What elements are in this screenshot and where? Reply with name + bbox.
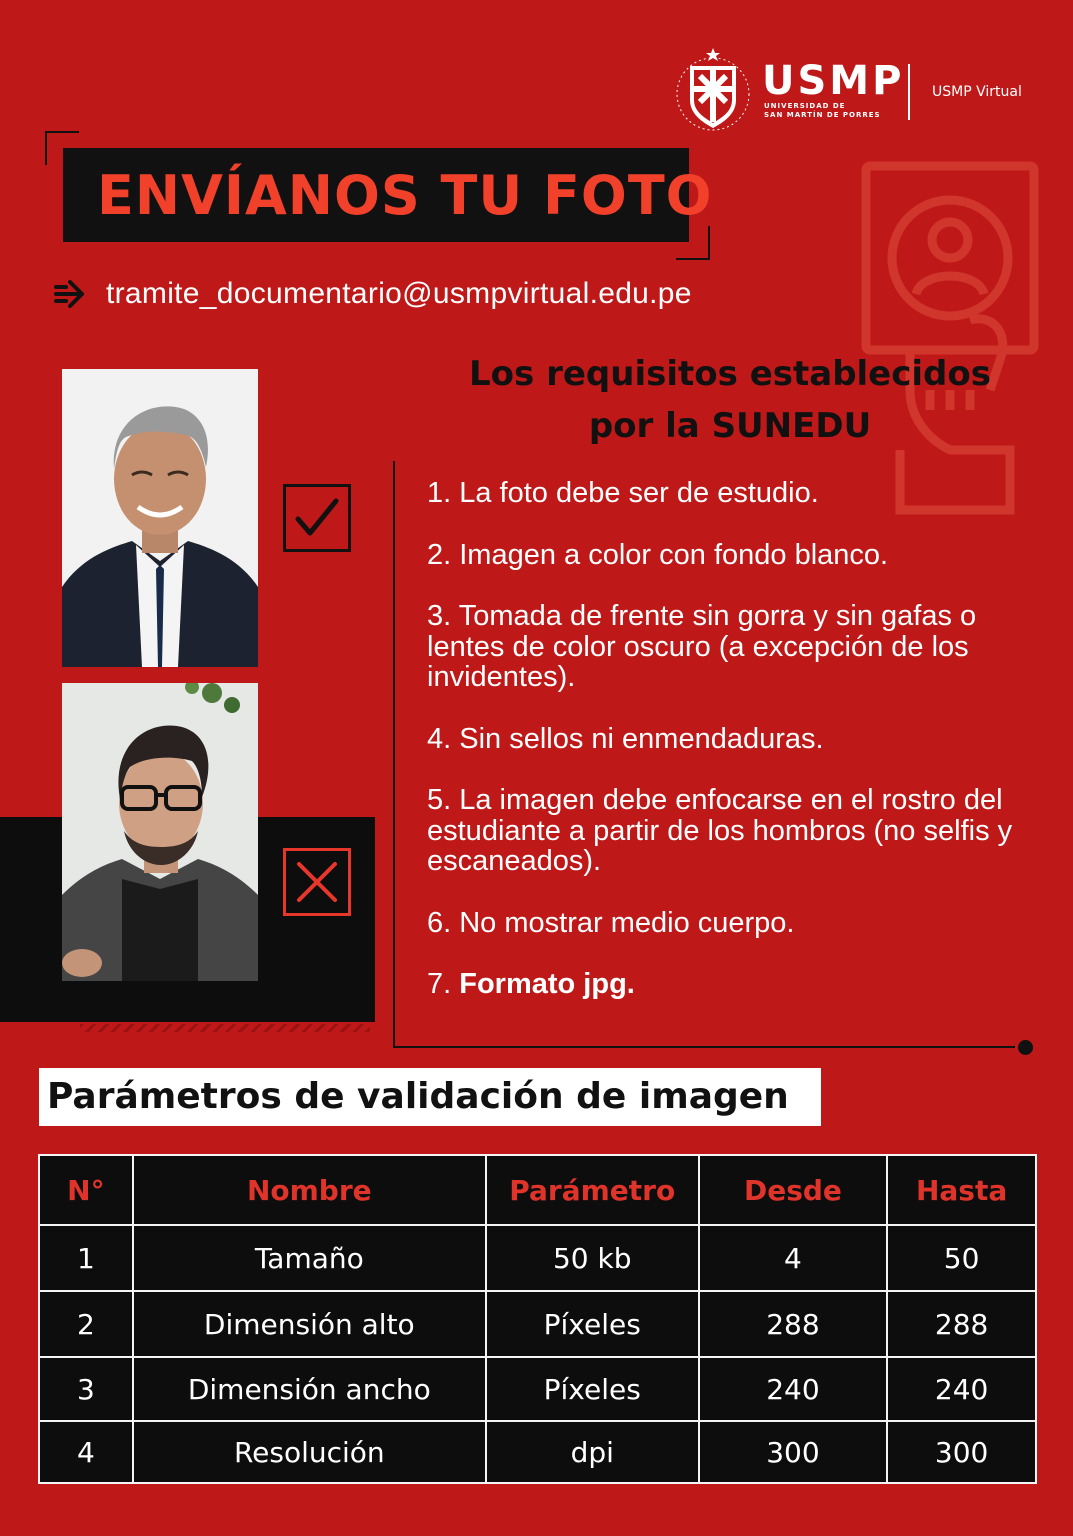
correct-photo-illustration [62, 369, 258, 667]
x-mark-icon [286, 851, 348, 913]
table-cell: Píxeles [486, 1357, 699, 1421]
logo-subtitle-line2: SAN MARTÍN DE PORRES [764, 111, 881, 119]
table-cell: Dimensión alto [133, 1291, 486, 1357]
table-cell: 50 kb [486, 1225, 699, 1291]
correct-photo-example [62, 369, 258, 667]
table-cell: 240 [699, 1357, 888, 1421]
title-box [63, 148, 713, 242]
incorrect-photo-example [62, 683, 258, 981]
table-cell: Dimensión ancho [133, 1357, 486, 1421]
header-cell: Nombre [133, 1155, 486, 1225]
table-cell: 1 [39, 1225, 133, 1291]
table-cell: Resolución [133, 1421, 486, 1483]
table-cell: Tamaño [133, 1225, 486, 1291]
logo-subtitle-line1: UNIVERSIDAD DE [764, 102, 846, 110]
logo-virtual-label: USMP Virtual [932, 84, 1022, 100]
table-cell: 2 [39, 1291, 133, 1357]
table-cell: Píxeles [486, 1291, 699, 1357]
header-cell: N° [39, 1155, 133, 1225]
header-cell: Desde [699, 1155, 888, 1225]
correct-check-box [283, 484, 351, 552]
requirement-item-prefix: 7. [427, 968, 460, 1000]
table-cell: 4 [699, 1225, 888, 1291]
requirement-item-format [427, 969, 1027, 1000]
logo-subtitle [764, 102, 904, 120]
table-row [39, 1225, 1036, 1291]
photo-frame-decoration-icon [860, 160, 1040, 530]
title-corner-bottom-right [676, 226, 710, 260]
header-cell: Parámetro [486, 1155, 699, 1225]
requirement-item-bold: Formato jpg. [459, 968, 635, 1000]
table-row [39, 1357, 1036, 1421]
logo-divider [908, 64, 910, 120]
list-horizontal-line [393, 1046, 1015, 1048]
usmp-logo [672, 46, 1032, 136]
table-row [39, 1291, 1036, 1357]
email-row [52, 272, 692, 316]
requirement-item: 3. Tomada de frente sin gorra y sin gafas o lentes de color oscuro (a excepción de los invidentes). [427, 600, 977, 693]
requirement-item: 4. Sin sellos ni enmendaduras. [427, 722, 824, 755]
requirements-list [427, 478, 1027, 1031]
header-cell: Hasta [887, 1155, 1036, 1225]
table-cell: 288 [887, 1291, 1036, 1357]
page-title: ENVÍANOS TU FOTO [97, 164, 713, 227]
requirement-item: 5. La imagen debe enfocarse en el rostro del estudiante a partir de los hombros (no selfis y escaneados). [427, 784, 1013, 877]
table-cell: 288 [699, 1291, 888, 1357]
checkmark-icon [286, 487, 348, 549]
table-cell: 3 [39, 1357, 133, 1421]
table-cell: 240 [887, 1357, 1036, 1421]
requirements-heading-line2: por la SUNEDU [588, 406, 872, 446]
requirement-item: 2. Imagen a color con fondo blanco. [427, 538, 889, 571]
arrow-right-icon [52, 275, 90, 313]
incorrect-photo-illustration [62, 683, 258, 981]
table-header-row [39, 1155, 1036, 1225]
requirement-item: 1. La foto debe ser de estudio. [427, 477, 819, 509]
list-vertical-line [393, 461, 395, 1047]
requirements-heading [430, 348, 1030, 452]
list-end-dot [1018, 1040, 1033, 1055]
logo-wordmark: USMP [762, 58, 905, 104]
usmp-shield-icon [672, 46, 754, 132]
params-title: Parámetros de validación de imagen [39, 1068, 821, 1126]
requirements-heading-line1: Los requisitos establecidos [469, 354, 991, 394]
table-cell: 4 [39, 1421, 133, 1483]
table-cell: 300 [887, 1421, 1036, 1483]
params-table [38, 1154, 1037, 1484]
requirement-item: 6. No mostrar medio cuerpo. [427, 906, 795, 939]
hatch-decoration [80, 1024, 370, 1032]
incorrect-x-box [283, 848, 351, 916]
table-row [39, 1421, 1036, 1483]
table-cell: dpi [486, 1421, 699, 1483]
table-cell: 50 [887, 1225, 1036, 1291]
contact-email-link[interactable]: tramite_documentario@usmpvirtual.edu.pe [106, 277, 692, 310]
table-cell: 300 [699, 1421, 888, 1483]
